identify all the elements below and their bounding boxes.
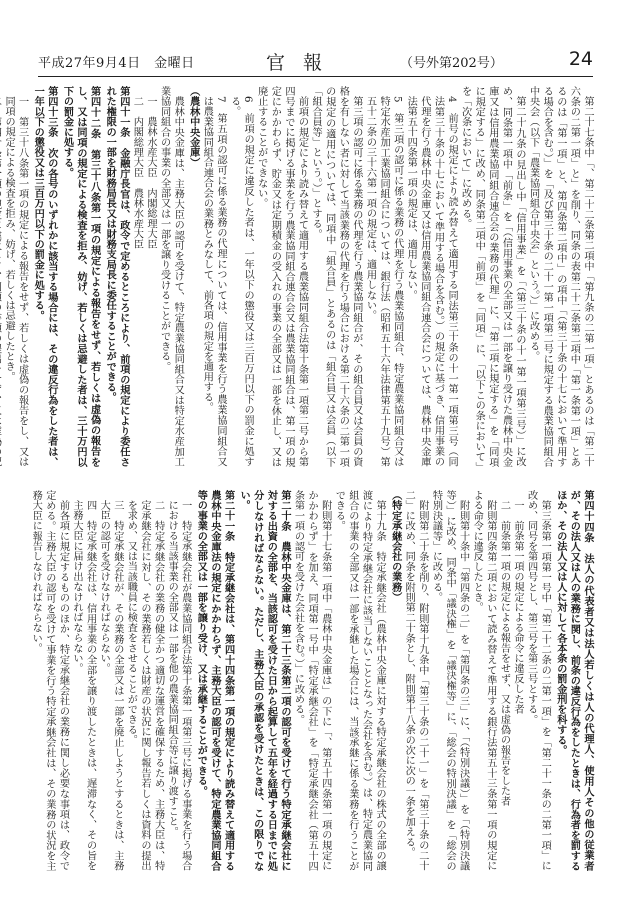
bottom-para-8: 第十九条 特定承継会社（農林中央金庫に対する特定承継会社の株式の全部の譲渡により特定承継会社に該当しないこととなった会社を含む。）は、特定農業協同組合の事業の全部又は一部を承継した場合には、当該承継に係る業務を行うことができる。 [333, 490, 386, 871]
bottom-item-15: 四 特定承継会社は、信用事業の全部を譲り渡したときは、遅滞なく、その旨を主務大臣に届け出なければならない。 [71, 500, 96, 871]
bottom-para-6: 附則第二十条を削り、附則第十九条中「第三十条の二十一」を「第三十条の二十二」に改め、同条を附則第二十条とし、附則第十八条の次に次の一条を加える。 [403, 490, 428, 871]
bottom-item-14: 三 特定承継会社が、その業務の全部又は一部を廃止しようとするときは、主務大臣の認可を受けなければならない。 [98, 500, 123, 871]
top-head-14: 第四十三条 次の各号のいずれかに該当する場合には、その違反行為をした者は、一年以下の懲役又は三百万円以下の罰金に処する。 [32, 86, 58, 467]
top-item-7: 7 第五項の認可に係る業務の代理については、信用事業を行う農業協同組合又は農業協同組合連合会の業務とみなして、前各項の規定を適用する。 [201, 96, 226, 467]
top-para-0: 第二十七条中「、第二十二条第二項中「第九条の二第一項」とあるのは「第二十六条の二第一項」と」を削り、同条の表第二十二条第二項中「第一条第一項」とあるのは「第一項」と、第四条第二項中」の項中「（第三十条の十七において準用する場合を含む。）」を「及び第三十条の二十一第一項第二号に規定する農業協同組合中央会（以下「農業協同組合中央会」という。）」に改める。 [527, 86, 593, 467]
top-item-2: 4 前号の規定により読み替えて適用する同法第三十条の十一第一項第三号（同法第三十条の十七において準用する場合を含む。）の規定に基づき、信用事業の代理を行う農林中央金庫又は信用農業協同組合連合会については、農林中央金庫法第五十四条第一項の規定は、適用しない。 [405, 96, 458, 467]
top-item-3: 5 第三項の認可に係る業務の代理を行う農業協同組合、特定農業協同組合又は特定水産加工業協同組合については、銀行法（昭和五十六年法律第五十九号）第五十二条の三十六第一項の規定は、適用しない。 [364, 96, 403, 467]
top-para-4: 第三項の認可に係る業務の代理を行う農業協同組合が、その組合員又は会員の資格を有しない者に対して当該業務の代理を行う場合における第二十六条の二第一項の規定の適用については、同項中「組合員」とあるのは「組合員又は会員（以下「組合員等」という。）」とする。 [310, 86, 362, 467]
gazette-title: 官報 [266, 52, 341, 74]
bottom-para-1: 第三条第一項第一号中「第二十二条の二第一項」を「第二十一条の二第一項」に改め、同号を第四号とし、第三号を第三号とする。 [525, 490, 551, 871]
issue-date: 平成27年9月4日 金曜日 [38, 56, 195, 71]
top-head-13: 第四十二条 第三十八条第一項の規定による報告をせず、若しくは虚偽の報告をし、又は同項の規定による検査を拒み、妨げ、若しくは忌避した者は、三十万円以下の罰金に処する。 [61, 86, 101, 467]
gazette-header [38, 48, 593, 74]
top-item-15: 一 第三十八条第一項の規定による報告をせず、若しくは虚偽の報告をし、又は同項の規定による検査を拒み、妨げ、若しくは忌避したとき。 [3, 96, 28, 467]
bottom-head-11: 第二十一条 特定承継会社は、第四十四条第一項の規定により読み替えて適用する農林中央金庫法の規定にかかわらず、主務大臣の認可を受けて、特定農業協同組合等の事業の全部又は一部を譲り受け、又は承継することができる。 [195, 490, 235, 871]
issue-number: （号外第202号） [400, 56, 503, 71]
top-item-11: 二 内閣総理大臣 農林水産大臣 [131, 96, 143, 250]
bottom-para-9: 附則第十七条第一項中「農林中央金庫は」の下に「、第五十四条第一項の規定にかかわらず」を加え、同項第一号中「特定承継会社」を「特定承継会社（第五十四条第一項の認可を受けた会社を含む。）」に改める。 [292, 490, 331, 871]
top-para-9: 農林中央金庫は、主務大臣の認可を受けて、特定農業協同組合又は特定水産加工業協同組合の事業の全部又は一部を譲り受けることができる。 [158, 86, 184, 467]
page-body [3, 86, 594, 886]
bottom-item-12: 一 特定承継会社が農業協同組合法第十条第一項第三号に掲げる事業を行う場合における当該事業の全部又は一部を他の農業協同組合等に譲り渡すこと。 [166, 500, 191, 871]
bottom-para-16: 前各項に規定するもののほか、特定承継会社の業務に関し必要な事項は、政令で定める。主務大臣の認可を受けて事業を行う特定承継会社は、その業務の状況を主務大臣に報告しなければならない。 [30, 490, 69, 871]
top-item-10: 一 農林水産大臣 内閣総理大臣 [145, 96, 156, 250]
header-divider [38, 76, 593, 77]
top-head-12: 第四十一条 金融庁長官は、政令で定めるところにより、前項の規定により委任された権限の一部を財務局長又は財務支局長に委任することができる。 [104, 86, 130, 467]
bottom-head-0: 第四十四条 法人の代表者又は法人若しくは人の代理人、使用人その他の従業者が、その法人又は人の業務に関し、前条の違反行為をしたときは、行為者を罰するほか、その法人又は人に対して各本条の罰金刑を科する。 [554, 490, 594, 871]
bottom-item-3: 二 前条第一項の規定による報告をせず、又は虚偽の報告をした者 [498, 500, 510, 807]
top-para-1: 第二十九条の見出し中「信用事業」を「（第三十条の十一第一項第三号）」に改め、同条第一項中「前条」を「（信用事業の全部又は一部を譲り受けた農林中央金庫又は信用農業協同組合連合会の業務の代理」に、「第二項に規定する」を「同項に規定する」に改め、同条第二項中「前項」を「同項」に、「以下この条において」を「次条において」に改める。 [459, 86, 526, 467]
bottom-item-2: 一 前条第一項の規定による命令に違反した者 [512, 500, 524, 715]
bottom-para-5: 附則第十条中「第四条の二」を「第四条の三」に、「（特別決議）」を「（特別決議等）」に改め、同条中「議決権」を「議決権等」に、「総会の特別決議」を「総会の特別決議等」に改める。 [430, 490, 469, 871]
top-head-8: （農林中央金庫） [187, 86, 200, 168]
top-item-6: 6 前項の規定に違反した者は、一年以下の懲役又は三百万円以下の罰金に処する。 [228, 96, 254, 467]
bottom-text-column [30, 490, 594, 871]
bottom-item-13: 二 特定承継会社の業務の健全かつ適切な運営を確保するため、主務大臣は、特定承継会社に対し、その業務若しくは財産の状況に関し報告若しくは資料の提出を求め、又は当該職員に検査をさせることができる。 [125, 500, 164, 871]
bottom-head-10: 第二十条 農林中央金庫は、第二十三条第二項の認可を受けて行う特定承継会社に対する出資の全部を、当該認可を受けた日から起算して五年を経過する日までに処分しなければならない。ただし、主務大臣の承認を受けたときは、この限りでない。 [238, 490, 291, 871]
top-para-5: 前項の規定により読み替えて適用する農業協同組合法第十条第一項第二号から第四号までに掲げる事業を行う農業協同組合連合会又は農業協同組合は、第一項の規定にかかわらず、貯金又は定期積金の受入れの事業の全部又は一部を休止し、又は廃止することができない。 [255, 86, 308, 467]
bottom-head-7: （特定承継会社の業務） [389, 490, 402, 603]
page-number: 24 [568, 48, 593, 70]
top-text-column [3, 86, 594, 467]
top-item-16 [0, 86, 1, 467]
bottom-para-4: 附則第四条第二項において読み替えて準用する銀行法第五十三条第一項の規定による命令に違反したとき。 [471, 490, 496, 871]
